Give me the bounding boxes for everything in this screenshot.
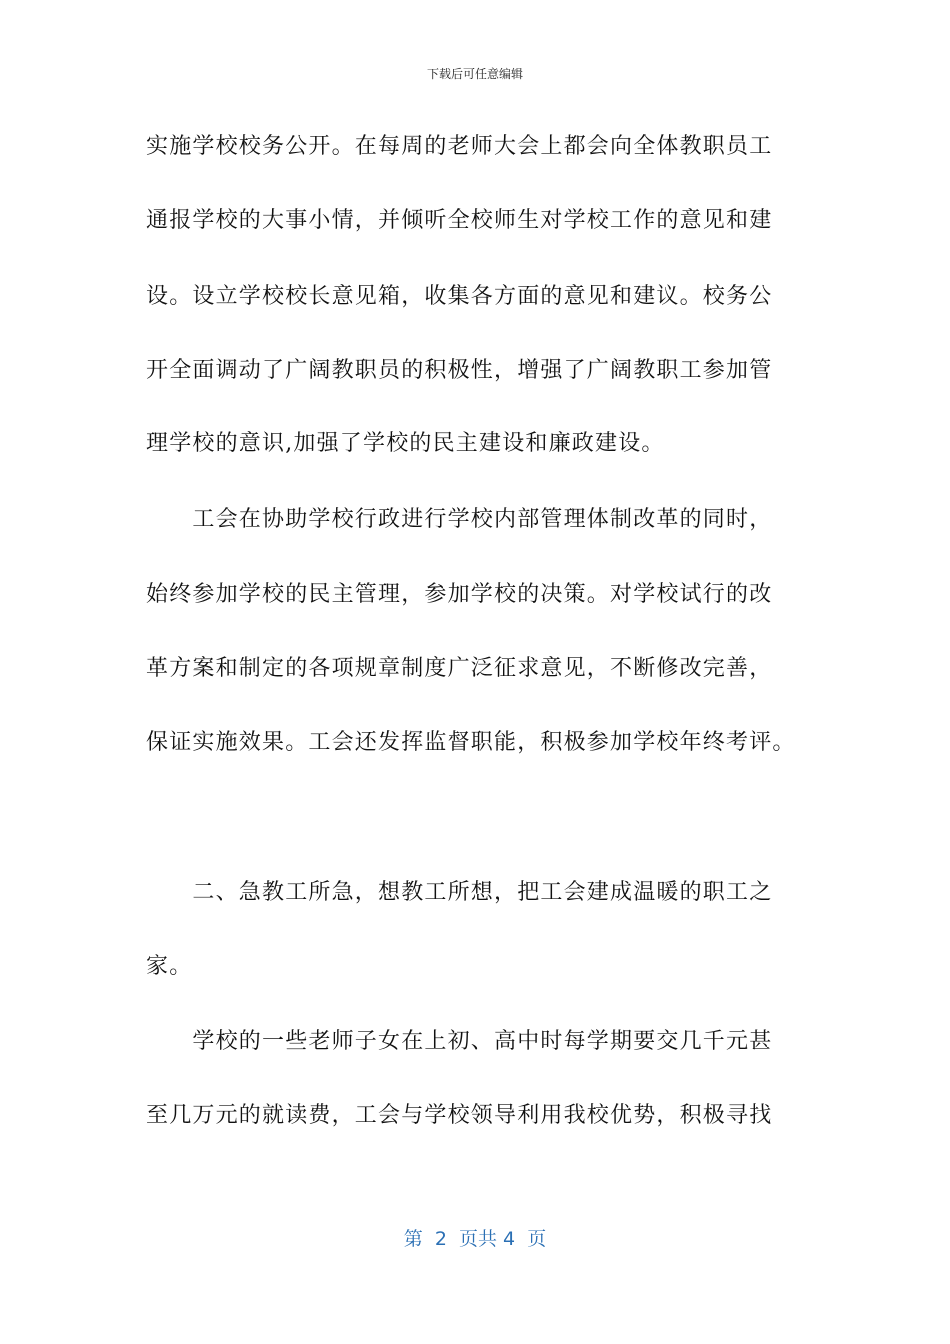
text-line: 始终参加学校的民主管理，参加学校的决策。对学校试行的改 xyxy=(146,582,773,607)
text-line: 开全面调动了广阔教职员的积极性，增强了广阔教职工参加管 xyxy=(146,358,773,383)
text-line: 至几万元的就读费，工会与学校领导利用我校优势，积极寻找 xyxy=(146,1103,773,1128)
text-line: 通报学校的大事小情，并倾听全校师生对学校工作的意见和建 xyxy=(146,208,773,233)
text-line: 设。设立学校校长意见箱，收集各方面的意见和建议。校务公 xyxy=(146,284,773,309)
text-line: 二、急教工所急，想教工所想，把工会建成温暖的职工之 xyxy=(146,880,773,905)
text-line: 工会在协助学校行政进行学校内部管理体制改革的同时， xyxy=(146,507,773,532)
page-number-footer: 第 2 页共 4 页 xyxy=(403,1228,547,1250)
page-header: 下载后可任意编辑 xyxy=(426,67,523,81)
text-line: 保证实施效果。工会还发挥监督职能，积极参加学校年终考评。 xyxy=(146,730,796,755)
text-line: 革方案和制定的各项规章制度广泛征求意见，不断修改完善， xyxy=(146,656,773,681)
text-line: 实施学校校务公开。在每周的老师大会上都会向全体教职员工 xyxy=(146,134,773,159)
text-line: 家。 xyxy=(146,954,193,979)
text-line: 理学校的意识,加强了学校的民主建设和廉政建设。 xyxy=(146,431,665,456)
text-line: 学校的一些老师子女在上初、高中时每学期要交几千元甚 xyxy=(146,1029,773,1054)
